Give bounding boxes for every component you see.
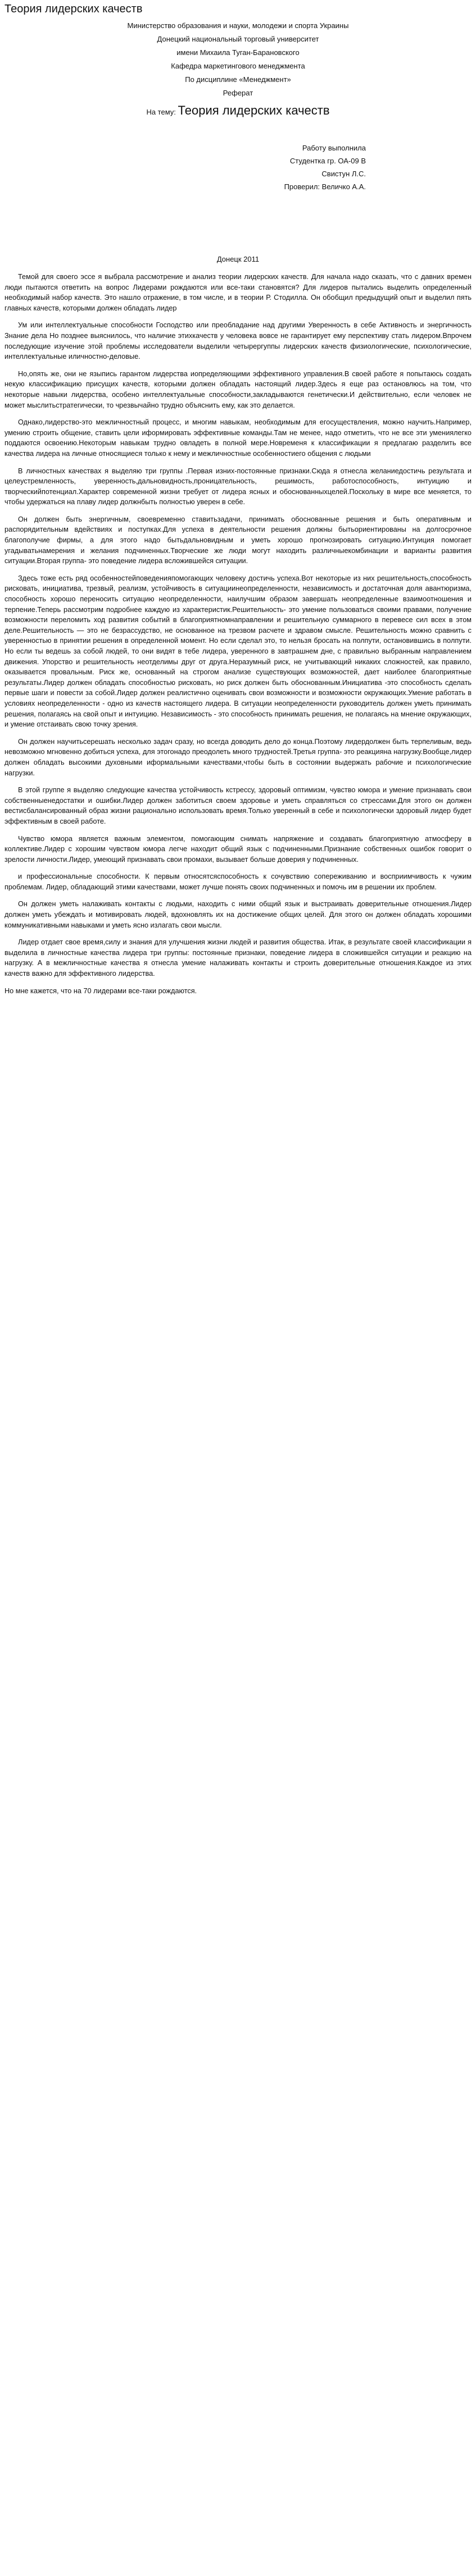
header-line: Министерство образования и науки, молодежи и спорта Украины — [127, 21, 349, 30]
paragraph: Он должен уметь налаживать контакты с людьми, находить с ними общий язык и выстраивать доверительные отношения.Лидер должен уметь убеждать и мотивировать людей, вдохновлять их на достижение общих целей. Для этого он должен обладать хорошими коммуникативными навыками и уметь ясно излагать свои мысли. — [4, 900, 472, 929]
document-page — [0, 2, 476, 1003]
paragraph: Но,опять же, они не языпись гарантом лидерства иопределяющими эффективного управления.В своей работе я попытаюсь создать некую классификацию присущих качеств, которыми должен обладать настоящий лидер.Здесь я еще раз остановлюсь на том, что некоторые навыки лидерства, особено интеллектуальные способности,закладываются генетически.И действительно, если человек не может мыслитьстратегически, то чрезвычайно трудно объяснить ему, как это делается. — [4, 369, 472, 409]
paragraph: Здесь тоже есть ряд особенностейповеденияпомогающих человеку достичь успеха.Вот некоторые из них решительность,способность рисковать, инициатива, трезвый, реализм, устойчивость в ситуациинеопределенности, независимость и достаточная доля авантюризма, способность хорошо переносить ситуацию неопределенности, наилучшим образом завершать неопределенные взаимоотношения и терпение.Теперь рассмотрим подробнее каждую из характеристик.Решительность- это умение пользоваться своими правами, получение возможности переломить ход развития событий в благоприятномнаправлении и решительную суммарного в перевесе сил всех в этом деле.Решительность — это не безрассудство, не основанное на трезвом расчете и здравом смысле. Решительность можно сравнить с уверенностью в принятии решения в определенной момент. Но если сделал это, то нельзя бросать на полпути, остановившись в полпути. Но если ты ведешь за собой людей, то они видят в тебе лидера, уверенного в завтрашнем дне, с правильно выбранным направлением движения. Упорство и решительность неотделимы друг от друга.Неразумный риск, не учитывающий никаких сложностей, как правило, оказывается провальным. Риск же, основанный на строгом анализе существующих возможностей, дает наиболее благоприятные результаты.Лидер должен обладать способностью рисковать, но риск должен быть обоснованным.Инициатива -это способность сделать первые шаги и повести за собой.Лидер должен реалистично оценивать свои возможности и возможности окружающих.Умение работать в условиях неопределенности - одно из качеств настоящего лидера. В ситуации неопределенности руководитель должен уметь принимать решения, полагаясь на свой опыт и интуицию. Независимость - это способность принимать решения, не полагаясь на мнение окружающих, и умение отстаивать свою точку зрения. — [4, 574, 472, 729]
paragraph: Он должен научитьсерешать несколько задач сразу, но всегда доводить дело до конца.Поэтому лидердолжен быть терпеливым, ведь невозможно мгновенно добиться успеха, для этогонадо преодолеть много трудностей.Третья группа- это реакцияна нагрузку.Вообще,лидер должен обладать высокими духовными иформальными качествами,чтобы быть в состоянии выдержать рабочие и психологические нагрузки. — [4, 737, 472, 777]
header-line: Реферат — [223, 89, 253, 97]
essay-body — [4, 272, 472, 979]
header-line: имени Михаила Туган-Барановского — [176, 48, 300, 57]
closing-note: Но мне кажется, что на 70 лидерами все-таки рождаются. — [4, 986, 197, 995]
document-title: Теория лидерских качеств — [4, 3, 143, 15]
paragraph: Однако,лидерство-это межличностный процесс, и многим навыкам, необходимым для егосуществления, можно научить.Например, умению строить общение, ставить цели иформировать эффективные команды.Там не менее, надо отметить, что не все эти умениялегко поддаются освоению.Некоторым навыкам трудно овладеть в полной мере.Новременя к классификации я предлагаю разделить все качества лидера на личные относящиеся только к нему и межличностные особенностиего общения с людьми — [4, 418, 472, 458]
header-line: Донецкий национальный торговый университет — [157, 35, 319, 43]
author-line: Проверил: Величко А.А. — [284, 182, 366, 191]
paragraph: В личностных качествах я выделяю три группы .Первая изних-постоянные признаки.Сюда я отнесла желаниедостичь результата и целеустремленность, уверенность,дальновидность,проницательность, решимость, работоспособность, интуицию и творческийпотенциал.Характер современной жизни требует от лидера ясных и обоснованныхцелей.Поскольку в мире все меняется, то чтобы удержаться на плаву лидер должнбыть полностью уверен в себе. — [4, 467, 472, 506]
paragraph: Темой для своего эссе я выбрала рассмотрение и анализ теории лидерских качеств. Для начала надо сказать, что с давних времен люди пытаются ответить на вопрос Лидерами рождаются или все-таки становятся? Для лидеров пытались выделить определенный необходимый набор качеств. Это нашло отражение, в том числе, и в теории Р. Стодилла. Он обобщил предыдущий опыт и выделил пять главных качеств, которыми должен обладать лидер — [4, 273, 472, 312]
topic-title: Теория лидерских качеств — [178, 103, 330, 117]
topic-heading — [4, 102, 472, 119]
header-line: По дисциплине «Менеджмент» — [185, 75, 291, 84]
city-year: Донецк 2011 — [216, 255, 260, 263]
paragraph: и профессиональные способности. К первым относятсяспособность к сочувствию сопереживанию и восприимчивость к чужим проблемам. Лидер, обладающий этими качествами, может лучше понять своих подчиненных и помочь им в решении их проблем. — [4, 873, 472, 891]
paragraph: Чувство юмора является важным элементом, помогающим снимать напряжение и создавать благоприятную атмосферу в коллективе.Лидер с хорошим чувством юмора легче находит общий язык с подчиненными.Признание собственных ошибок говорит о зрелости личности.Лидер, умеющий признавать свои промахи, вызывает больше доверия у подчиненных. — [4, 834, 472, 864]
header-line: Кафедра маркетингового менеджмента — [171, 62, 305, 70]
author-block — [247, 141, 472, 193]
paragraph: Ум или интеллектуальные способности Господство или преобладание над другими Уверенность в себе Активность и энергичность Знание дела Но позднее выяснилось, что наличие этихкачеств у человека вовсе не гарантирует ему перспективу стать лидером.Впрочем последующие изучение этой проблемы исследователи выделили четырергуппы лидерских качеств физиологические, психологические, интеллектуальные иличностно-деловые. — [4, 321, 472, 361]
author-line: Свистун Л.С. — [321, 170, 366, 178]
header-block — [4, 19, 472, 100]
author-line: Студентка гр. ОА-09 В — [289, 157, 366, 165]
topic-label: На тему: — [146, 108, 176, 116]
paragraph: Он должен быть энергичным, своевременно ставитьзадачи, принимать обоснованные решения и быть оперативным и распорядительным вдействиях и поступках.Для успеха в деятельности решения должны бытьориентированы на долгосрочное благополучие фирмы, а для этого надо бытьдальновидным и уметь хорошо прогнозировать ситуацию.Интуиция помогает угадыватьнамерения и желания подчиненных.Творческие же люди могут находить различныекомбинации и варианты развития ситуации.Вторая группа- это поведение лидера всложившейся ситуации. — [4, 515, 472, 565]
author-line: Работу выполнила — [302, 144, 366, 152]
paragraph: Лидер отдает свое время,силу и знания для улучшения жизни людей и развития общества. Итак, в результате своей классификации я выделила в личностные качества лидера три группы: постоянные признаки, поведение лидера в сложившейся ситуации и реакцию на нагрузку. А в межличностные качества я отнесла умение налаживать контакты и строить доверительные отношения.Каждое из этих качеств важно для эффективного лидерства. — [4, 938, 472, 978]
spacer — [4, 193, 472, 255]
paragraph: В этой группе я выделяю следующие качества устойчивость кстрессу, здоровый оптимизм, чувство юмора и умение признавать свои собственныенедостатки и ошибки.Лидер должен заботиться своем здоровье и уметь справляться со стрессами.Для этого он должен вестисбалансированный образ жизни рационально использовать время.Только уверенный в себе и психологически здоровый лидер будет эффективным в своей работе. — [4, 786, 472, 825]
